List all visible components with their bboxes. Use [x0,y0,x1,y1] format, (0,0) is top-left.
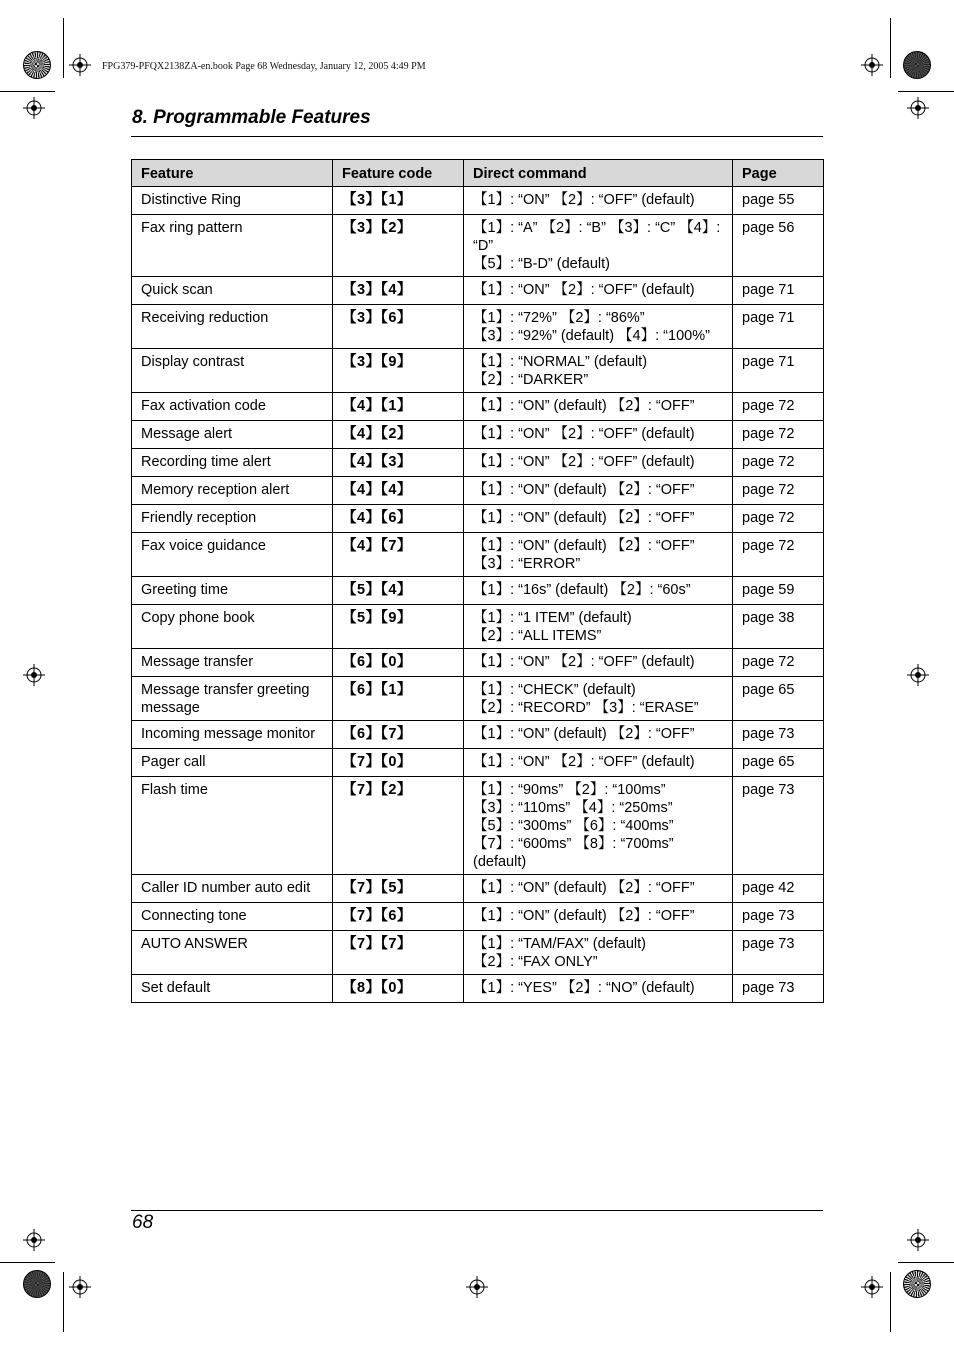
page-reference: page 65 [733,677,824,721]
table-row [132,577,824,605]
column-header-feature: Feature [132,160,333,187]
feature-name: Message alert [132,421,333,449]
direct-command-line: 【1】: “A” 【2】: “B” 【3】: “C” 【4】: “D” [473,220,721,254]
table-row [132,477,824,505]
feature-name: Message transfer greeting message [132,677,333,721]
feature-code: 【6】【1】 [333,677,464,721]
direct-command-line: 【1】: “ON” 【2】: “OFF” (default) [473,282,695,298]
direct-command-line: 【1】: “72%” 【2】: “86%” [473,310,645,326]
crop-mark [0,91,55,92]
direct-command-line: 【3】: “92%” (default) 【4】: “100%” [473,328,710,344]
registration-target-top-right [903,51,931,79]
direct-command-line: 【2】: “ALL ITEMS” [473,628,602,644]
crosshair-mark-icon [69,1276,91,1298]
feature-code: 【7】【2】 [333,777,464,875]
table-row [132,903,824,931]
crosshair-mark-icon [69,54,91,76]
table-row [132,505,824,533]
feature-code: 【6】【0】 [333,649,464,677]
crop-mark [0,1262,55,1263]
direct-command [464,903,733,931]
page-reference: page 72 [733,477,824,505]
feature-code: 【4】【3】 [333,449,464,477]
feature-code: 【7】【5】 [333,875,464,903]
page-reference: page 72 [733,393,824,421]
feature-code: 【8】【0】 [333,975,464,1003]
registration-target-top-left [23,51,51,79]
feature-name: Copy phone book [132,605,333,649]
table-header-row [132,160,824,187]
direct-command-line: 【2】: “DARKER” [473,372,589,388]
page-reference: page 72 [733,449,824,477]
direct-command-line: 【1】: “ON” (default) 【2】: “OFF” [473,880,695,896]
direct-command [464,931,733,975]
page-reference: page 73 [733,903,824,931]
feature-name: AUTO ANSWER [132,931,333,975]
feature-code: 【6】【7】 [333,721,464,749]
table-row [132,421,824,449]
feature-code: 【3】【6】 [333,305,464,349]
page-reference: page 71 [733,349,824,393]
direct-command [464,305,733,349]
feature-code: 【4】【7】 [333,533,464,577]
feature-name: Connecting tone [132,903,333,931]
direct-command-line: 【1】: “ON” (default) 【2】: “OFF” [473,398,695,414]
direct-command-line: 【1】: “ON” 【2】: “OFF” (default) [473,192,695,208]
table-body [132,187,824,1003]
feature-code: 【4】【2】 [333,421,464,449]
table-row [132,215,824,277]
crop-mark [898,91,954,92]
page-reference: page 71 [733,277,824,305]
section-title: 8. Programmable Features [132,107,371,128]
direct-command [464,393,733,421]
direct-command-line: 【1】: “1 ITEM” (default) [473,610,632,626]
feature-name: Recording time alert [132,449,333,477]
feature-name: Flash time [132,777,333,875]
feature-code: 【7】【7】 [333,931,464,975]
direct-command-line: 【3】: “ERROR” [473,556,581,572]
crop-mark [890,1272,891,1332]
feature-code: 【7】【6】 [333,903,464,931]
direct-command [464,533,733,577]
page-reference: page 73 [733,975,824,1003]
direct-command [464,975,733,1003]
direct-command-line: 【1】: “TAM/FAX” (default) [473,936,646,952]
table-row [132,649,824,677]
crosshair-mark-icon [861,1276,883,1298]
direct-command-line: 【1】: “ON” (default) 【2】: “OFF” [473,538,695,554]
table-row [132,349,824,393]
crosshair-mark-icon [907,1229,929,1251]
direct-command-line: 【3】: “110ms” 【4】: “250ms” [473,800,673,816]
page-reference: page 72 [733,421,824,449]
feature-name: Fax voice guidance [132,533,333,577]
column-header-direct-command: Direct command [464,160,733,187]
feature-code: 【4】【1】 [333,393,464,421]
registration-target-bottom-right [903,1270,931,1298]
direct-command-line: 【1】: “ON” 【2】: “OFF” (default) [473,426,695,442]
direct-command-line: 【1】: “ON” 【2】: “OFF” (default) [473,454,695,470]
table-row [132,931,824,975]
direct-command [464,605,733,649]
page-reference: page 73 [733,777,824,875]
direct-command-line: 【2】: “FAX ONLY” [473,954,598,970]
table-row [132,721,824,749]
feature-name: Pager call [132,749,333,777]
page-reference: page 59 [733,577,824,605]
feature-name: Incoming message monitor [132,721,333,749]
table-row [132,677,824,721]
page-reference: page 73 [733,721,824,749]
feature-name: Fax ring pattern [132,215,333,277]
page-reference: page 42 [733,875,824,903]
direct-command-line: 【1】: “16s” (default) 【2】: “60s” [473,582,691,598]
direct-command [464,749,733,777]
crosshair-mark-icon [861,54,883,76]
direct-command [464,777,733,875]
feature-code: 【5】【4】 [333,577,464,605]
table-row [132,393,824,421]
feature-code: 【4】【6】 [333,505,464,533]
table-row [132,975,824,1003]
print-job-header: FPG379-PFQX2138ZA-en.book Page 68 Wednesday, January 12, 2005 4:49 PM [102,61,426,72]
page-reference: page 72 [733,533,824,577]
feature-name: Set default [132,975,333,1003]
feature-name: Message transfer [132,649,333,677]
crop-mark [890,18,891,78]
column-header-page: Page [733,160,824,187]
direct-command-line: 【1】: “90ms” 【2】: “100ms” [473,782,666,798]
crosshair-mark-icon [23,664,45,686]
direct-command-line: 【1】: “ON” (default) 【2】: “OFF” [473,908,695,924]
table-row [132,277,824,305]
direct-command-line: 【2】: “RECORD” 【3】: “ERASE” [473,700,699,716]
direct-command-line: 【5】: “300ms” 【6】: “400ms” [473,818,674,834]
feature-name: Caller ID number auto edit [132,875,333,903]
page-reference: page 72 [733,505,824,533]
feature-name: Display contrast [132,349,333,393]
direct-command [464,577,733,605]
table-row [132,187,824,215]
page-reference: page 65 [733,749,824,777]
crop-mark [63,1272,64,1332]
page-reference: page 72 [733,649,824,677]
feature-code: 【3】【4】 [333,277,464,305]
table-row [132,533,824,577]
direct-command-line: 【1】: “CHECK” (default) [473,682,636,698]
feature-name: Greeting time [132,577,333,605]
page-reference: page 38 [733,605,824,649]
feature-code: 【4】【4】 [333,477,464,505]
page-reference: page 73 [733,931,824,975]
table-row [132,305,824,349]
page-number: 68 [132,1212,154,1233]
header-rule [131,136,823,137]
direct-command [464,477,733,505]
feature-code: 【7】【0】 [333,749,464,777]
crosshair-mark-icon [23,1229,45,1251]
page-reference: page 55 [733,187,824,215]
table-row [132,777,824,875]
direct-command [464,875,733,903]
direct-command [464,505,733,533]
table-row [132,749,824,777]
table-row [132,605,824,649]
direct-command-line: 【1】: “ON” (default) 【2】: “OFF” [473,482,695,498]
direct-command-line: 【1】: “ON” (default) 【2】: “OFF” [473,726,695,742]
direct-command-line: 【1】: “ON” 【2】: “OFF” (default) [473,654,695,670]
feature-code: 【5】【9】 [333,605,464,649]
direct-command [464,721,733,749]
direct-command-line: 【1】: “NORMAL” (default) [473,354,648,370]
feature-name: Receiving reduction [132,305,333,349]
direct-command-line: 【5】: “B-D” (default) [473,256,610,272]
feature-code: 【3】【2】 [333,215,464,277]
direct-command [464,187,733,215]
crop-mark [898,1262,954,1263]
direct-command [464,215,733,277]
table-row [132,449,824,477]
crosshair-mark-icon [907,97,929,119]
registration-target-bottom-left [23,1270,51,1298]
feature-name: Memory reception alert [132,477,333,505]
page-reference: page 71 [733,305,824,349]
table-row [132,875,824,903]
page-reference: page 56 [733,215,824,277]
feature-name: Quick scan [132,277,333,305]
crosshair-mark-icon [907,664,929,686]
column-header-feature-code: Feature code [333,160,464,187]
programmable-features-table [131,159,824,1003]
direct-command-line: 【1】: “ON” (default) 【2】: “OFF” [473,510,695,526]
direct-command-line: 【1】: “ON” 【2】: “OFF” (default) [473,754,695,770]
crop-mark [63,18,64,78]
feature-name: Friendly reception [132,505,333,533]
direct-command [464,421,733,449]
direct-command-line: 【1】: “YES” 【2】: “NO” (default) [473,980,695,996]
feature-code: 【3】【9】 [333,349,464,393]
direct-command-line: 【7】: “600ms” 【8】: “700ms” (default) [473,836,674,870]
direct-command [464,349,733,393]
crosshair-mark-icon [466,1276,488,1298]
feature-name: Fax activation code [132,393,333,421]
footer-rule [131,1210,823,1211]
direct-command [464,649,733,677]
direct-command [464,449,733,477]
feature-code: 【3】【1】 [333,187,464,215]
crosshair-mark-icon [23,97,45,119]
feature-name: Distinctive Ring [132,187,333,215]
direct-command [464,277,733,305]
direct-command [464,677,733,721]
